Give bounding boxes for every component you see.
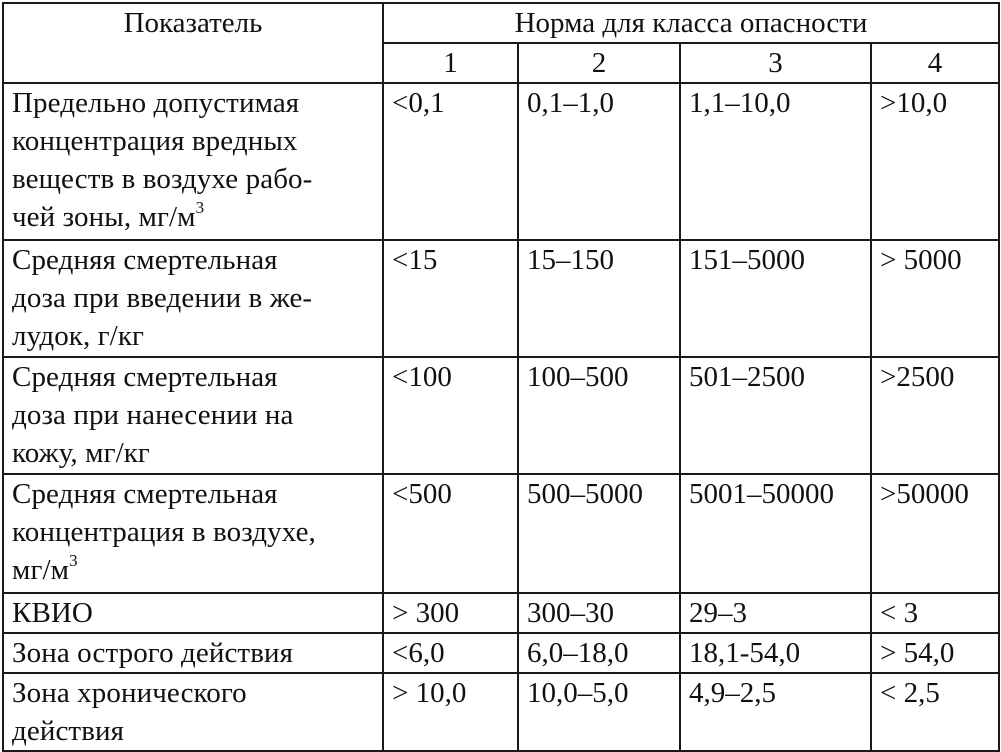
value-cell-class-1: <500 <box>383 474 518 593</box>
value-cell-class-4: >2500 <box>871 357 999 474</box>
table-row <box>3 593 999 633</box>
table-row <box>3 633 999 673</box>
table-row <box>3 673 999 751</box>
value-cell-class-3: 5001–50000 <box>680 474 871 593</box>
indicator-line: Средняя смертельная <box>12 244 278 276</box>
class-header-2: 2 <box>518 43 680 83</box>
value-cell-class-4: >10,0 <box>871 83 999 240</box>
indicator-cell <box>3 474 383 593</box>
indicator-line: концентрация в воздухе, <box>12 516 316 548</box>
indicator-line: веществ в воздухе рабо- <box>12 163 313 195</box>
class-header-3: 3 <box>680 43 871 83</box>
indicator-cell <box>3 593 383 633</box>
norm-header-label: Норма для класса опасности <box>514 7 868 39</box>
value-cell-class-3: 29–3 <box>680 593 871 633</box>
table-row <box>3 240 999 357</box>
value-cell-class-1: <15 <box>383 240 518 357</box>
table-row <box>3 474 999 593</box>
indicator-line: Предельно допустимая <box>12 87 300 119</box>
indicator-line: доза при нанесении на <box>12 399 294 431</box>
indicator-cell <box>3 83 383 240</box>
indicator-header-label: Показатель <box>123 7 263 39</box>
indicator-cell <box>3 633 383 673</box>
indicator-line: мг/м <box>12 554 70 586</box>
class-header-1: 1 <box>383 43 518 83</box>
indicator-column-header <box>3 3 383 83</box>
value-cell-class-1: <0,1 <box>383 83 518 240</box>
norm-column-header <box>383 3 999 43</box>
value-cell-class-2: 15–150 <box>518 240 680 357</box>
value-cell-class-4: >50000 <box>871 474 999 593</box>
indicator-line: Средняя смертельная <box>12 361 278 393</box>
value-cell-class-1: <100 <box>383 357 518 474</box>
indicator-line: Зона острого действия <box>12 637 294 669</box>
value-cell-class-2: 10,0–5,0 <box>518 673 680 751</box>
indicator-line: концентрация вредных <box>12 125 298 157</box>
value-cell-class-1: <6,0 <box>383 633 518 673</box>
class-header-4: 4 <box>871 43 999 83</box>
indicator-line: чей зоны, мг/м <box>12 201 196 233</box>
indicator-cell <box>3 357 383 474</box>
value-cell-class-3: 151–5000 <box>680 240 871 357</box>
value-cell-class-2: 6,0–18,0 <box>518 633 680 673</box>
indicator-line: действия <box>12 715 125 747</box>
indicator-line: Зона хронического <box>12 677 247 709</box>
table-row <box>3 83 999 240</box>
value-cell-class-2: 300–30 <box>518 593 680 633</box>
indicator-line: лудок, г/кг <box>12 320 145 352</box>
unit-superscript: 3 <box>69 551 78 570</box>
value-cell-class-4: > 5000 <box>871 240 999 357</box>
indicator-line: Средняя смертельная <box>12 478 278 510</box>
indicator-cell <box>3 240 383 357</box>
indicator-line: КВИО <box>12 597 93 629</box>
unit-superscript: 3 <box>195 198 205 217</box>
value-cell-class-3: 4,9–2,5 <box>680 673 871 751</box>
table-row <box>3 357 999 474</box>
indicator-line: доза при введении в же- <box>12 282 313 314</box>
value-cell-class-3: 501–2500 <box>680 357 871 474</box>
value-cell-class-2: 500–5000 <box>518 474 680 593</box>
value-cell-class-2: 0,1–1,0 <box>518 83 680 240</box>
value-cell-class-4: < 2,5 <box>871 673 999 751</box>
hazard-class-table <box>2 2 1000 752</box>
value-cell-class-1: > 10,0 <box>383 673 518 751</box>
value-cell-class-1: > 300 <box>383 593 518 633</box>
value-cell-class-3: 18,1-54,0 <box>680 633 871 673</box>
indicator-line: кожу, мг/кг <box>12 437 150 469</box>
table-header-row <box>3 3 999 43</box>
value-cell-class-4: > 54,0 <box>871 633 999 673</box>
indicator-cell <box>3 673 383 751</box>
value-cell-class-2: 100–500 <box>518 357 680 474</box>
value-cell-class-3: 1,1–10,0 <box>680 83 871 240</box>
value-cell-class-4: < 3 <box>871 593 999 633</box>
